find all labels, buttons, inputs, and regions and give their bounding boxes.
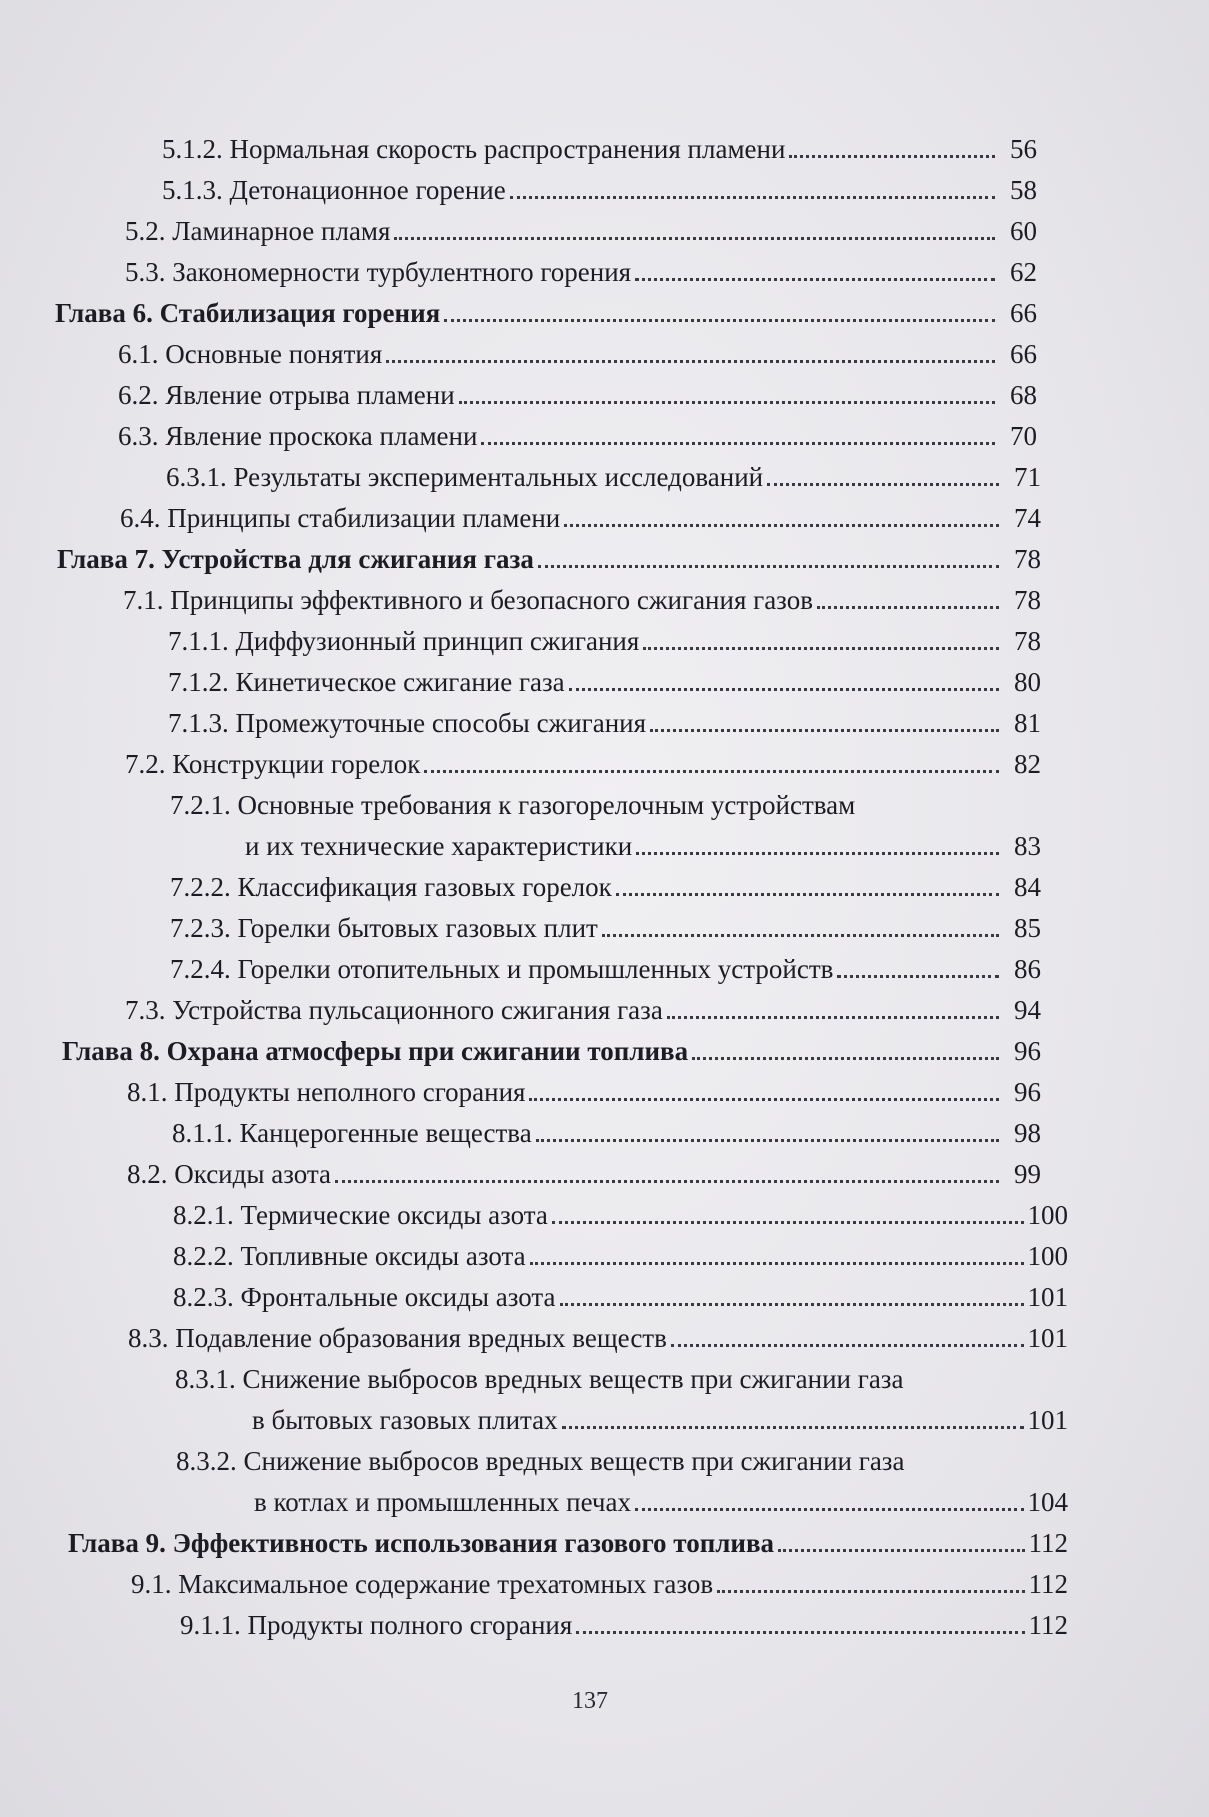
toc-chapter (55, 289, 1037, 329)
toc-leader-dots (560, 1303, 1024, 1306)
toc-entry-page: 112 (1028, 1610, 1068, 1640)
toc-leader-dots (481, 442, 995, 445)
toc-leader-dots (562, 1426, 1024, 1429)
toc-leader-dots (569, 688, 999, 691)
toc-leader-dots (635, 278, 995, 281)
toc-entry-label: 5.1.3. Детонационное горение (162, 175, 506, 205)
toc-entry-page: 99 (1014, 1159, 1041, 1189)
toc-entry (170, 863, 1041, 903)
toc-entry-label: 5.1.2. Нормальная скорость распространения пламени (162, 134, 786, 164)
toc-leader-dots (536, 1139, 999, 1142)
toc-entry (120, 494, 1041, 534)
toc-entry-page: 82 (1014, 749, 1041, 779)
toc-entry-page: 78 (1014, 585, 1041, 615)
toc-leader-dots (564, 524, 999, 527)
toc-leader-dots (643, 647, 999, 650)
toc-entry (173, 1232, 1068, 1272)
toc-leader-dots (636, 852, 999, 855)
toc-entry-page: 96 (1014, 1077, 1041, 1107)
toc-entry-label: 8.3. Подавление образования вредных веществ (128, 1323, 667, 1353)
toc-entry (123, 576, 1041, 616)
toc-entry-page: 94 (1014, 995, 1041, 1025)
toc-entry-first-line (175, 1355, 903, 1395)
toc-entry-label: 7.1.3. Промежуточные способы сжигания (168, 708, 647, 738)
toc-entry-page: 101 (1027, 1282, 1068, 1312)
toc-entry (170, 945, 1041, 985)
toc-entry-page: 78 (1014, 626, 1041, 656)
toc-leader-dots (335, 1180, 999, 1183)
toc-entry-first-line (176, 1437, 904, 1477)
toc-entry (125, 207, 1037, 247)
toc-entry-label: 8.3.1. Снижение выбросов вредных веществ при сжигании газа (175, 1364, 904, 1394)
toc-entry-page: 112 (1028, 1528, 1068, 1558)
toc-leader-dots (692, 1057, 999, 1060)
toc-entry (125, 986, 1041, 1026)
toc-leader-dots (459, 401, 995, 404)
toc-entry-label: 7.2.1. Основные требования к газогорелочным устройствам (170, 790, 856, 820)
toc-entry-label: 5.2. Ламинарное пламя (125, 216, 391, 246)
toc-leader-dots (717, 1590, 1024, 1593)
toc-entry-label: 6.1. Основные понятия (118, 339, 383, 369)
toc-entry-label: Глава 9. Эффективность использования газового топлива (68, 1528, 775, 1558)
toc-leader-dots (817, 606, 999, 609)
toc-entry-label: 6.4. Принципы стабилизации пламени (120, 503, 561, 533)
toc-entry (127, 1068, 1041, 1108)
page-number: 137 (572, 1688, 608, 1714)
toc-entry-continuation: в котлах и промышленных печах (254, 1487, 631, 1517)
toc-entry (172, 1109, 1041, 1149)
toc-entry-label: 7.1.1. Диффузионный принцип сжигания (168, 626, 640, 656)
toc-entry (170, 904, 1041, 944)
toc-entry (162, 125, 1037, 165)
toc-entry-page: 78 (1014, 544, 1041, 574)
toc-entry-label: 8.1. Продукты неполного сгорания (127, 1077, 526, 1107)
toc-entry-label: 8.2.3. Фронтальные оксиды азота (173, 1282, 556, 1312)
toc-entry-page: 84 (1014, 872, 1041, 902)
toc-entry (118, 412, 1037, 452)
toc-entry (162, 166, 1037, 206)
toc-entry-label: Глава 7. Устройства для сжигания газа (57, 544, 534, 574)
toc-entry-label: 7.2.2. Классификация газовых горелок (170, 872, 612, 902)
toc-entry-label: 8.1.1. Канцерогенные вещества (172, 1118, 532, 1148)
toc-entry-page: 98 (1014, 1118, 1041, 1148)
toc-entry (128, 1314, 1068, 1354)
toc-entry-page: 62 (1010, 257, 1037, 287)
toc-entry-page: 86 (1014, 954, 1041, 984)
toc-chapter (62, 1027, 1041, 1067)
toc-entry-label: 5.3. Закономерности турбулентного горения (125, 257, 632, 287)
toc-entry (245, 822, 1041, 862)
toc-entry-page: 81 (1014, 708, 1041, 738)
toc-entry (168, 658, 1041, 698)
toc-entry-page: 68 (1010, 380, 1037, 410)
toc-entry-label: 8.2.1. Термические оксиды азота (173, 1200, 548, 1230)
toc-entry (168, 699, 1041, 739)
toc-entry-continuation: в бытовых газовых плитах (252, 1405, 558, 1435)
toc-leader-dots (778, 1549, 1024, 1552)
toc-entry-label: 8.3.2. Снижение выбросов вредных веществ при сжигании газа (176, 1446, 905, 1476)
toc-entry-label: 8.2. Оксиды азота (127, 1159, 332, 1189)
toc-entry (125, 740, 1041, 780)
toc-entry (131, 1560, 1068, 1600)
toc-entry-first-line (170, 781, 855, 821)
toc-entry-page: 101 (1027, 1405, 1068, 1435)
toc-entry-page: 60 (1010, 216, 1037, 246)
toc-entry-page: 66 (1010, 298, 1037, 328)
toc-entry (254, 1478, 1068, 1518)
toc-leader-dots (767, 483, 999, 486)
toc-leader-dots (837, 975, 999, 978)
toc-entry-page: 70 (1010, 421, 1037, 451)
toc-entry-label: Глава 6. Стабилизация горения (55, 298, 441, 328)
toc-entry-label: 7.2.3. Горелки бытовых газовых плит (170, 913, 598, 943)
toc-entry (168, 617, 1041, 657)
toc-entry-page: 96 (1014, 1036, 1041, 1066)
toc-entry-label: 7.2.4. Горелки отопительных и промышленных устройств (170, 954, 834, 984)
toc-leader-dots (616, 893, 999, 896)
toc-entry-page: 83 (1014, 831, 1041, 861)
toc-entry-label: 6.3. Явление проскока пламени (118, 421, 478, 451)
toc-entry-label: 7.2. Конструкции горелок (125, 749, 421, 779)
toc-entry (118, 330, 1037, 370)
toc-entry (252, 1396, 1068, 1436)
toc-entry-label: 9.1. Максимальное содержание трехатомных газов (131, 1569, 714, 1599)
toc-entry (166, 453, 1041, 493)
toc-entry (173, 1273, 1068, 1313)
toc-leader-dots (394, 237, 995, 240)
toc-leader-dots (667, 1016, 999, 1019)
toc-leader-dots (538, 565, 999, 568)
toc-entry (127, 1150, 1041, 1190)
toc-entry-page: 71 (1014, 462, 1041, 492)
toc-entry-label: 9.1.1. Продукты полного сгорания (180, 1610, 573, 1640)
toc-leader-dots (552, 1221, 1024, 1224)
toc-leader-dots (529, 1098, 999, 1101)
toc-leader-dots (530, 1262, 1024, 1265)
toc-entry-page: 74 (1014, 503, 1041, 533)
toc-entry-label: Глава 8. Охрана атмосферы при сжигании топлива (62, 1036, 689, 1066)
toc-leader-dots (635, 1508, 1024, 1511)
toc-leader-dots (386, 360, 995, 363)
toc-leader-dots (789, 155, 995, 158)
toc-entry (125, 248, 1037, 288)
toc-entry-page: 66 (1010, 339, 1037, 369)
toc-entry (118, 371, 1037, 411)
toc-entry-page: 112 (1028, 1569, 1068, 1599)
toc-entry-label: 7.1. Принципы эффективного и безопасного сжигания газов (123, 585, 813, 615)
toc-entry (180, 1601, 1068, 1641)
toc-entry (173, 1191, 1068, 1231)
toc-entry-page: 100 (1027, 1241, 1068, 1271)
toc-entry-label: 7.3. Устройства пульсационного сжигания газа (125, 995, 663, 1025)
toc-chapter (68, 1519, 1068, 1559)
toc-leader-dots (510, 196, 995, 199)
toc-entry-page: 85 (1014, 913, 1041, 943)
toc-leader-dots (424, 770, 999, 773)
toc-chapter (57, 535, 1041, 575)
toc-entry-label: 6.3.1. Результаты экспериментальных исследований (166, 462, 764, 492)
toc-entry-label: 6.2. Явление отрыва пламени (118, 380, 455, 410)
toc-entry-page: 101 (1027, 1323, 1068, 1353)
toc-leader-dots (444, 319, 995, 322)
toc-entry-label: 7.1.2. Кинетическое сжигание газа (168, 667, 565, 697)
toc-leader-dots (576, 1631, 1024, 1634)
toc-entry-page: 58 (1010, 175, 1037, 205)
toc-leader-dots (671, 1344, 1024, 1347)
toc-entry-page: 104 (1027, 1487, 1068, 1517)
toc-entry-label: 8.2.2. Топливные оксиды азота (173, 1241, 526, 1271)
toc-entry-page: 80 (1014, 667, 1041, 697)
toc-entry-continuation: и их технические характеристики (245, 831, 633, 861)
toc-entry-page: 56 (1010, 134, 1037, 164)
toc-entry-page: 100 (1027, 1200, 1068, 1230)
toc-leader-dots (602, 934, 999, 937)
toc-leader-dots (650, 729, 999, 732)
